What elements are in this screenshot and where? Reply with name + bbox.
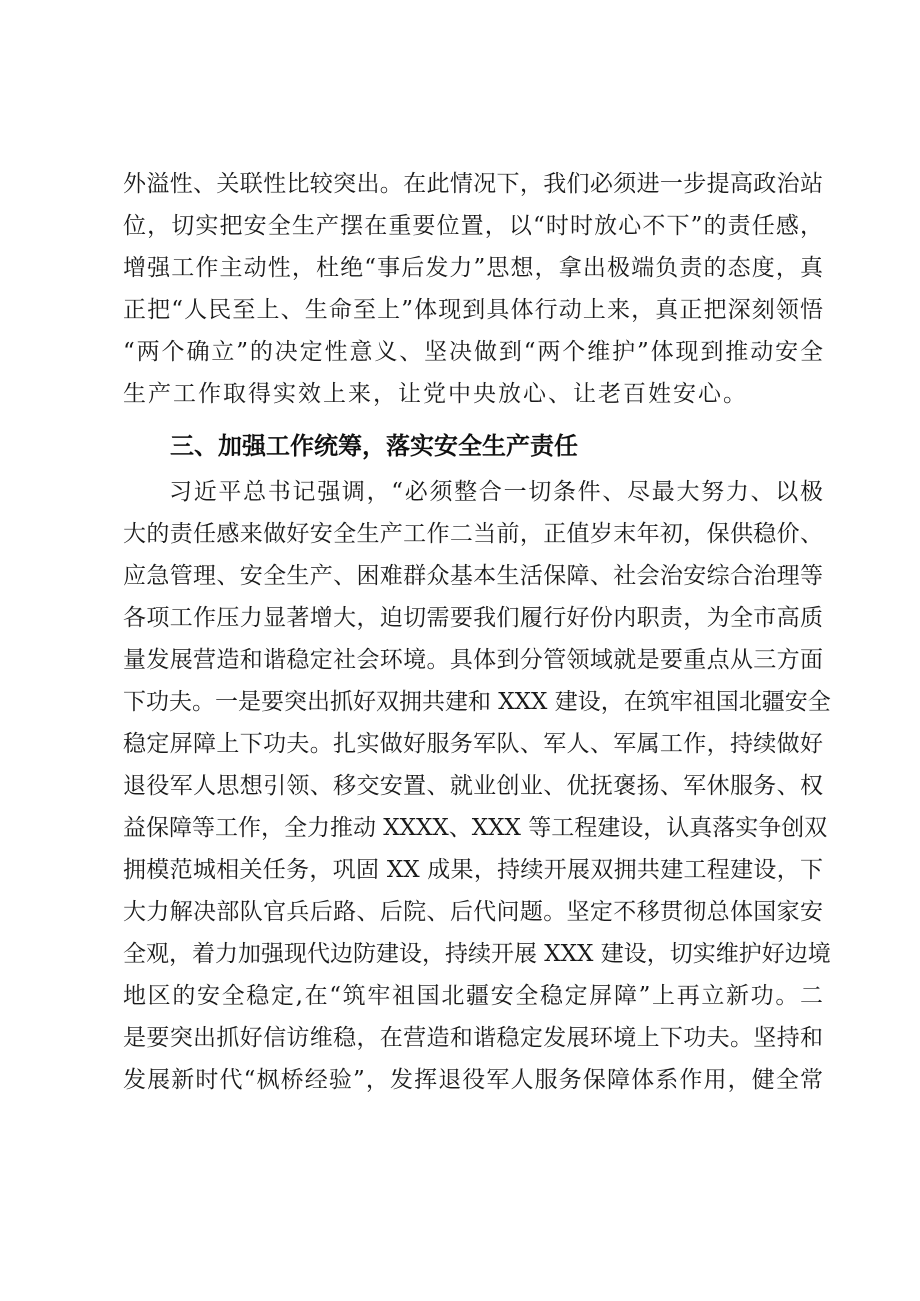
paragraph-line: 下功夫。一是要突出抓好双拥共建和 XXX 建设，在筑牢祖国北疆安全: [123, 689, 831, 715]
paragraph-line: 正把“人民至上、生命至上”体现到具体行动上来，真正把深刻领悟: [123, 297, 823, 323]
paragraph-line: 地区的安全稳定,在“筑牢祖国北疆安全稳定屏障”上再立新功。二: [123, 983, 823, 1009]
paragraph-line: 益保障等工作，全力推动 XXXX、XXX 等工程建设，认真落实争创双: [123, 815, 828, 841]
paragraph-line: 是要突出抓好信访维稳，在营造和谐稳定发展环境上下功夫。坚持和: [123, 1025, 823, 1051]
paragraph-line: 生产工作取得实效上来，让党中央放心、让老百姓安心。: [123, 381, 748, 407]
paragraph-line: 大的责任感来做好安全生产工作二当前，正值岁末年初，保供稳价、: [123, 521, 823, 547]
paragraph-line: 稳定屏障上下功夫。扎实做好服务军队、军人、军属工作，持续做好: [123, 731, 823, 757]
paragraph-line: 位，切实把安全生产摆在重要位置，以“时时放心不下”的责任感，: [123, 213, 823, 239]
paragraph-line: 量发展营造和谐稳定社会环境。具体到分管领域就是要重点从三方面: [123, 647, 823, 673]
paragraph-line: 全观，着力加强现代边防建设，持续开展 XXX 建设，切实维护好边境: [123, 941, 831, 967]
paragraph-line: 外溢性、关联性比较突出。在此情况下，我们必须进一步提高政治站: [123, 171, 823, 197]
paragraph-line: 发展新时代“枫桥经验”，发挥退役军人服务保障体系作用，健全常: [123, 1067, 823, 1093]
paragraph-line: 退役军人思想引领、移交安置、就业创业、优抚褒扬、军休服务、权: [123, 773, 823, 799]
paragraph-line: 各项工作压力显著增大，迫切需要我们履行好份内职责，为全市高质: [123, 605, 823, 631]
section-heading: 三、加强工作统筹，落实安全生产责任: [170, 432, 578, 460]
paragraph-line: 习近平总书记强调，“必须整合一切条件、尽最大努力、以极: [169, 479, 823, 505]
paragraph-line: 大力解决部队官兵后路、后院、后代问题。坚定不移贯彻总体国家安: [123, 899, 823, 925]
paragraph-line: 应急管理、安全生产、困难群众基本生活保障、社会治安综合治理等: [123, 563, 823, 589]
paragraph-line: “两个确立”的决定性意义、坚决做到“两个维护”体现到推动安全: [123, 339, 823, 365]
paragraph-line: 拥模范城相关任务，巩固 XX 成果，持续开展双拥共建工程建设，下: [123, 857, 823, 883]
paragraph-line: 增强工作主动性，杜绝“事后发力”思想，拿出极端负责的态度，真: [123, 255, 823, 281]
